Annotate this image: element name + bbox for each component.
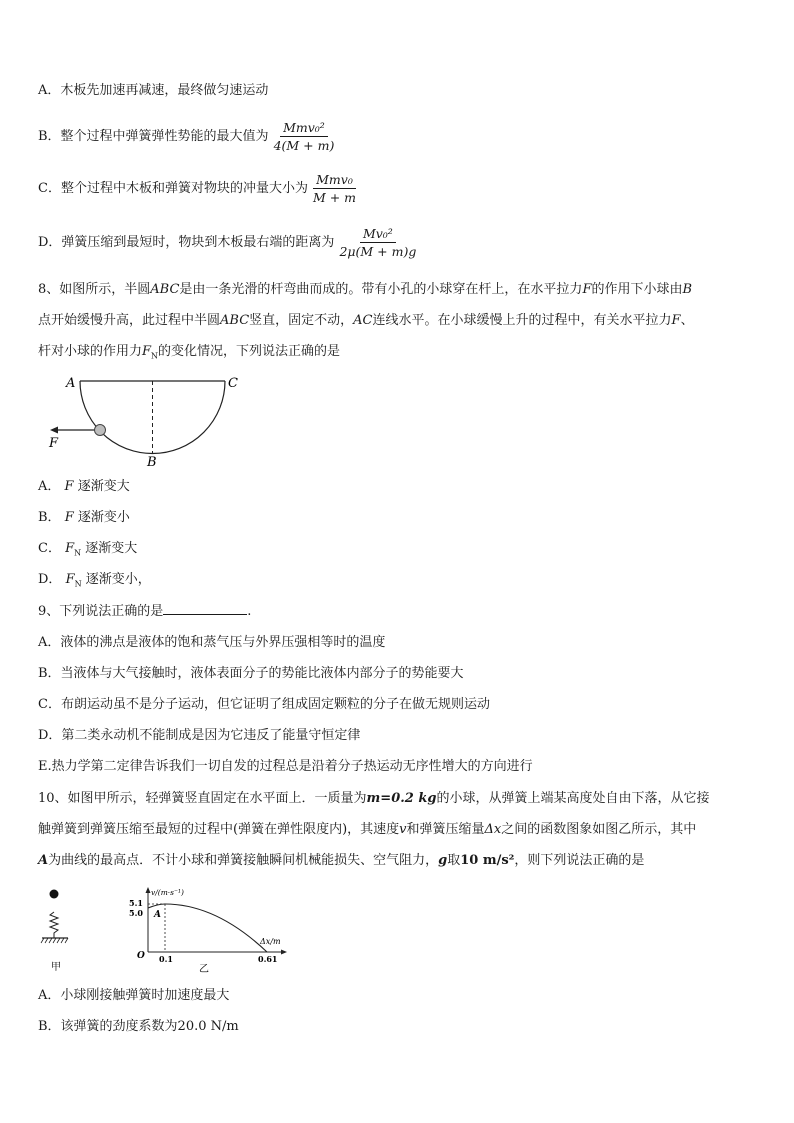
q7-option-b-fraction: $\frac{\text{Mmv₀²}}{4(M + m)}$ (273, 120, 335, 153)
q10-graph-curve (148, 904, 267, 952)
q10-option-a: A．小球刚接触弹簧时加速度最大 (38, 988, 230, 1003)
q10-graph-y-axis-label: v/(m·s⁻¹) (151, 888, 184, 897)
q10-label-yi: 乙 (199, 964, 209, 975)
q9-option-b: B．当液体与大气接触时，液体表面分子的势能比液体内部分子的势能要大 (38, 666, 464, 681)
q8-option-a: A． F 逐渐变大 (38, 479, 130, 494)
q10-ball (50, 890, 59, 899)
q8-label-c: C (228, 376, 238, 391)
q9-option-c: C．布朗运动虽不是分子运动，但它证明了组成固定颗粒的分子在做无规则运动 (38, 697, 490, 712)
q10-spring (50, 912, 58, 938)
q8-option-d: D． $F_N$ 逐渐变小， (38, 572, 151, 589)
q10-label-jia: 甲 (51, 962, 61, 973)
q10-graph-origin: O (137, 951, 145, 961)
q10-graph-point-a: A (154, 910, 161, 920)
q8-label-b: B (147, 455, 157, 470)
q9-stem: 9、下列说法正确的是 . (38, 604, 252, 619)
q7-option-a: A．木板先加速再减速，最终做匀速运动 (38, 83, 269, 98)
q10-velocity-graph (124, 886, 294, 978)
q9-answer-blank (163, 602, 247, 615)
q8-semicircle-figure (40, 370, 250, 470)
q7-option-c-fraction: $\frac{\text{Mmv₀}}{M + m}$ (312, 172, 357, 205)
q8-force-arrowhead (50, 427, 58, 434)
q10-spring-figure (36, 886, 86, 976)
q7-option-d-fraction: $\frac{\text{Mv₀²}}{2\mu(M + m)g}$ (339, 226, 417, 259)
q9-option-e: E.热力学第二定律告诉我们一切自发的过程总是沿着分子热运动无序性增大的方向进行 (38, 759, 533, 774)
q8-ball (95, 425, 106, 436)
q8-option-c: C． $F_N$ 逐渐变大 (38, 541, 138, 558)
q10-option-b: B．该弹簧的劲度系数为20.0 N/m (38, 1019, 239, 1034)
q10-graph-x-axis-label: Δx/m (260, 937, 281, 946)
q8-stem: 8、如图所示，半圆ABC是由一条光滑的杆弯曲而成的。带有小孔的小球穿在杆上，在水平拉力F的作用下小球由B 点开始缓慢升高，此过程中半圆ABC竖直，固定不动，AC连线水平。在小球缓慢上升的过程中，有关水平拉力F、 杆对小球的作用力$F_N$的变化情况，下列说法正确的是 (38, 282, 694, 361)
q10-ground-hatch (41, 938, 68, 943)
q8-option-b: B． F 逐渐变小 (38, 510, 130, 525)
q10-graph-tick-5-0: 5.0 (129, 908, 143, 918)
q8-label-a: A (66, 376, 76, 391)
q7-option-b: B．整个过程中弹簧弹性势能的最大值为 $\frac{\text{Mmv₀²}}{4(M + m)}$ (38, 120, 339, 153)
q10-stem: 10、如图甲所示，轻弹簧竖直固定在水平面上．一质量为m=0.2 kg的小球，从弹簧上端某高度处自由下落，从它接 触弹簧到弹簧压缩至最短的过程中(弹簧在弹性限度内)，其速度v和弹簧压缩量Δx之间的函数图象如图乙所示，其中 A为曲线的最高点．不计小球和弹簧接触瞬间机械能损失、空气阻力，g取10 m/s²，则下列说法正确的是 (38, 791, 710, 868)
q7-option-c: C．整个过程中木板和弹簧对物块的冲量大小为 $\frac{\text{Mmv₀}}{M + m}$ (38, 172, 361, 205)
q9-option-a: A．液体的沸点是液体的饱和蒸气压与外界压强相等时的温度 (38, 635, 386, 650)
q10-graph-tick-0-1: 0.1 (159, 954, 173, 964)
q9-option-d: D．第二类永动机不能制成是因为它违反了能量守恒定律 (38, 728, 361, 743)
q10-graph-tick-0-61: 0.61 (258, 954, 278, 964)
q7-option-d: D．弹簧压缩到最短时，物块到木板最右端的距离为 $\frac{\text{Mv₀²}}{2\mu(M + m)g}$ (38, 226, 421, 259)
q10-graph-tick-5-1: 5.1 (129, 898, 143, 908)
q8-label-f: F (49, 436, 59, 451)
